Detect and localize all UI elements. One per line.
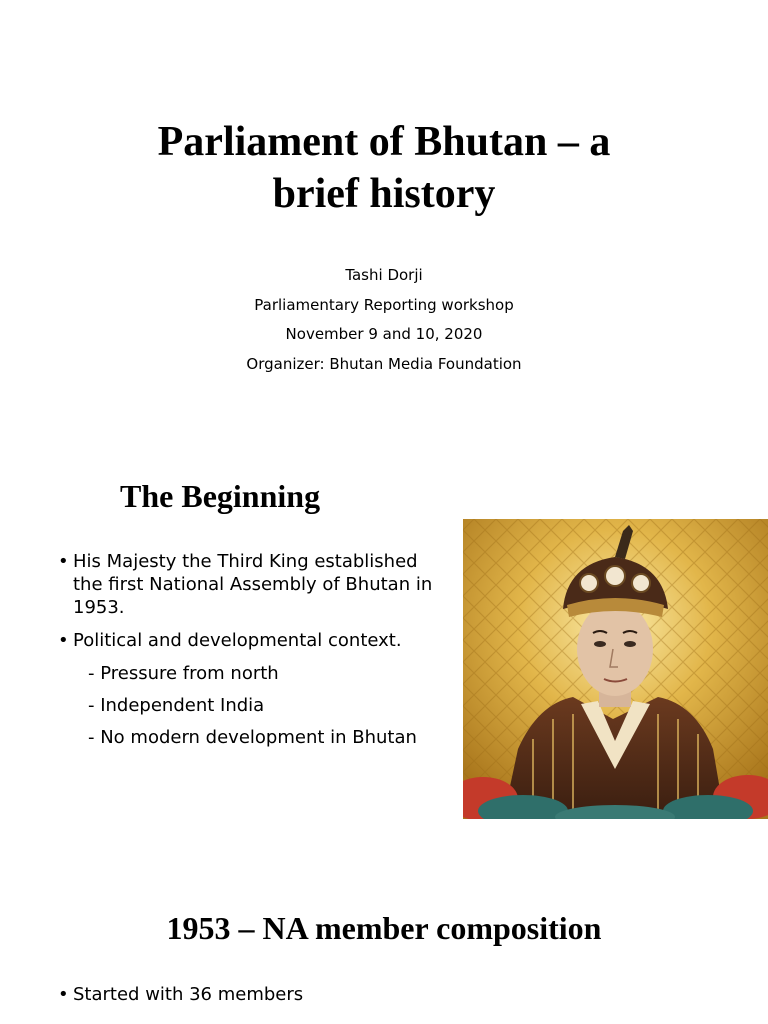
event-dates: November 9 and 10, 2020 <box>285 325 483 343</box>
event-name: Parliamentary Reporting workshop <box>254 295 514 314</box>
presentation-details <box>0 261 768 379</box>
author-name: Tashi Dorji <box>345 266 423 284</box>
title-line-1: Parliament of Bhutan – a <box>157 119 611 165</box>
king-portrait-image <box>463 519 768 819</box>
portrait-photo <box>463 519 768 819</box>
bullet-list <box>58 983 448 1016</box>
organizer: Organizer: Bhutan Media Foundation <box>246 354 522 373</box>
slide-the-beginning <box>0 440 768 840</box>
title-line-2: brief history <box>272 171 496 217</box>
slide-title: 1953 – NA member composition <box>166 910 602 946</box>
page-title <box>0 116 768 220</box>
title-slide <box>0 0 768 420</box>
sub-item: - Pressure from north <box>88 663 279 684</box>
slide-title: The Beginning <box>120 478 321 514</box>
sub-item: - Independent India <box>88 695 265 716</box>
sub-item: - No modern development in Bhutan <box>88 727 417 748</box>
bullet-item: • Started with 36 members <box>58 983 448 1006</box>
bullet-item: • His Majesty the Third King established the first National Assembly of Bhutan in 1953. <box>58 550 448 619</box>
bullet-item: • Political and developmental context. <box>58 629 448 652</box>
bullet-list <box>58 550 448 758</box>
slide-na-composition <box>0 880 768 1024</box>
